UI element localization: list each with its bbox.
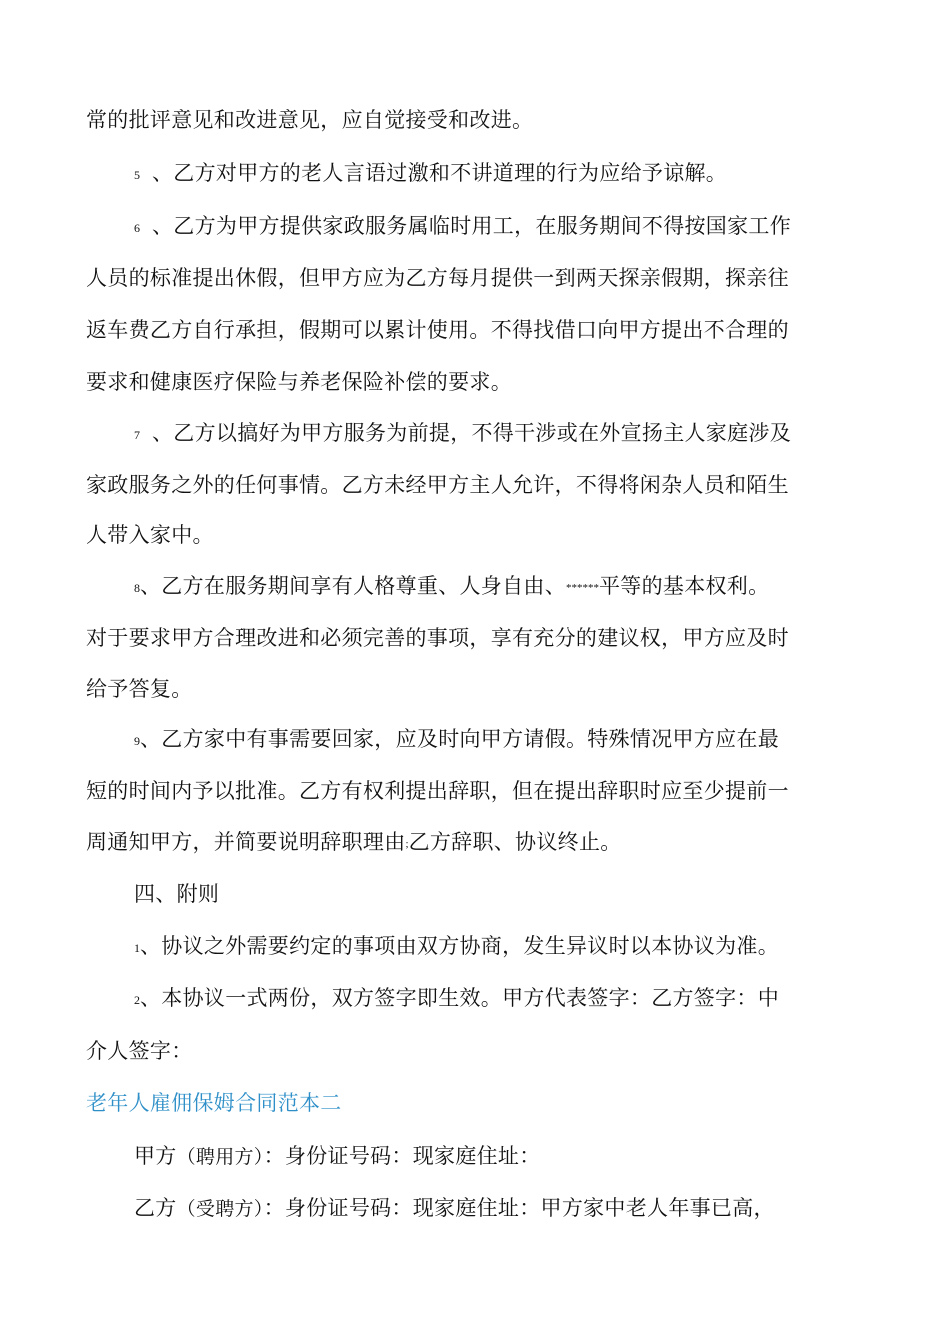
clause-number: 2 [134, 993, 140, 1007]
appendix-clause-2 [134, 983, 779, 1015]
clause-number: 8 [134, 581, 140, 595]
clause-text: 平等的基本权利。 [599, 574, 770, 598]
clause-text: 、本协议一式两份，双方签字即生效。甲方代表签字：乙方签字：中 [140, 986, 779, 1010]
clause-text: 、乙方家中有事需要回家，应及时向甲方请假。特殊情况甲方应在最 [140, 727, 779, 751]
clause-number: 6 [134, 221, 140, 235]
text: 家政服务之外的任何事情。乙方未经甲方主人允许，不得将闲杂人员和陌生 [86, 473, 789, 497]
text: 短的时间内予以批准。乙方有权利提出辞职，但在提出辞职时应至少提前一 [86, 779, 789, 803]
text: 人员的标准提出休假，但甲方应为乙方每月提供一到两天探亲假期，探亲往 [86, 266, 789, 290]
appendix-clause-1 [134, 931, 779, 963]
clause-7 [134, 418, 791, 450]
paragraph-line [86, 1036, 193, 1066]
text: 给予答复。 [86, 677, 193, 701]
paragraph-line [86, 520, 214, 550]
clause-number: 9 [134, 734, 140, 748]
paragraph-line [86, 263, 789, 293]
clause-text: 、乙方在服务期间享有人格尊重、人身自由、 [140, 574, 566, 598]
clause-8 [134, 571, 769, 603]
semicolon: ; [405, 838, 409, 850]
paragraph-line [86, 674, 193, 704]
text: ：身份证号码：现家庭住址：甲方家中老人年事已高， [263, 1196, 775, 1220]
text: 四、附则 [134, 882, 220, 906]
clause-5 [134, 158, 727, 190]
text: 乙方辞职、协议终止。 [408, 830, 622, 854]
clause-text: 、乙方以搞好为甲方服务为前提，不得干涉或在外宣扬主人家庭涉及 [152, 421, 791, 445]
party-role: （受聘方） [176, 1198, 264, 1220]
paragraph-line [86, 776, 789, 806]
text: 人带入家中。 [86, 523, 214, 547]
text: 对于要求甲方合理改进和必须完善的事项，享有充分的建议权，甲方应及时 [86, 626, 789, 650]
party-a-line [134, 1141, 541, 1172]
clause-text: 、乙方对甲方的老人言语过激和不讲道理的行为应给予谅解。 [152, 161, 728, 185]
text: 返车费乙方自行承担，假期可以累计使用。不得找借口向甲方提出不合理的 [86, 318, 789, 342]
text: 常的批评意见和改进意见，应自觉接受和改进。 [86, 108, 534, 132]
text: 周通知甲方，并简要说明辞职理由 [86, 830, 406, 854]
clause-text: 、乙方为甲方提供家政服务属临时用工，在服务期间不得按国家工作 [152, 214, 791, 238]
paragraph-line [86, 827, 622, 859]
text: 甲方 [134, 1144, 177, 1168]
party-b-line [134, 1193, 775, 1224]
text: ：身份证号码：现家庭住址： [263, 1144, 541, 1168]
redacted-text: ****** [566, 582, 599, 594]
clause-9 [134, 724, 779, 756]
paragraph-line [86, 105, 533, 135]
clause-number: 7 [134, 428, 140, 442]
text: 要求和健康医疗保险与养老保险补偿的要求。 [86, 370, 512, 394]
clause-text: 、协议之外需要约定的事项由双方协商，发生异议时以本协议为准。 [140, 934, 779, 958]
text: 乙方 [134, 1196, 177, 1220]
clause-6 [134, 211, 791, 243]
paragraph-line [86, 315, 789, 345]
clause-number: 5 [134, 168, 140, 182]
clause-number: 1 [134, 941, 140, 955]
text: 介人签字： [86, 1039, 193, 1063]
paragraph-line [86, 470, 789, 500]
party-role: （聘用方） [176, 1146, 264, 1168]
section-heading [134, 879, 219, 909]
paragraph-line [86, 623, 789, 653]
text: 老年人雇佣保姆合同范本二 [86, 1091, 342, 1115]
document-heading [86, 1088, 342, 1118]
paragraph-line [86, 367, 512, 397]
